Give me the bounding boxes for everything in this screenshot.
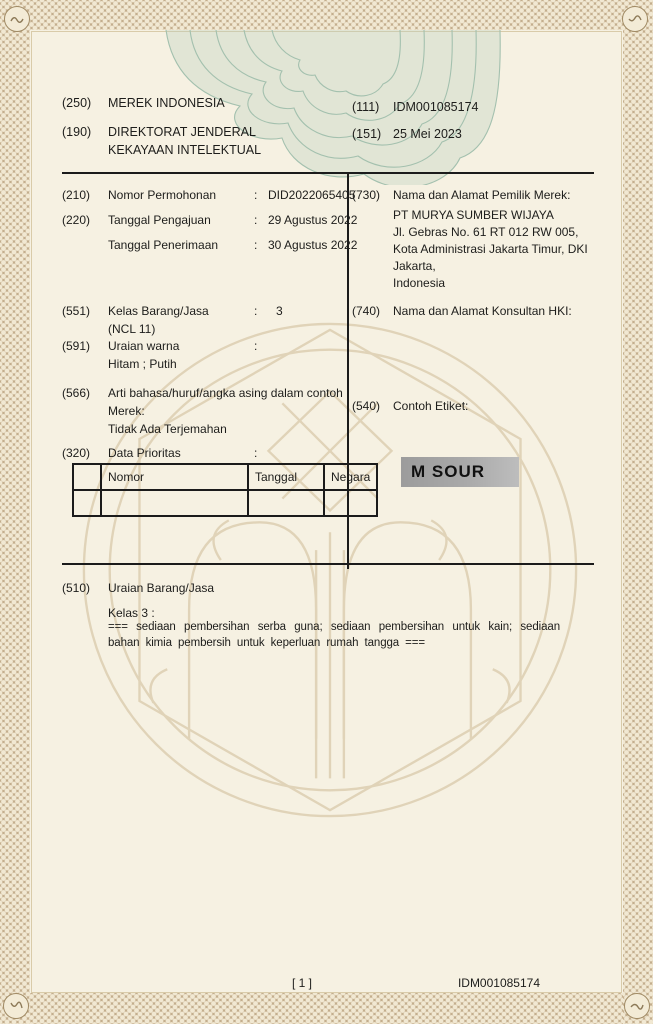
field-code: (250) <box>62 96 92 110</box>
field-540 <box>352 398 468 414</box>
field-separator: : <box>254 188 258 202</box>
field-190-line2: KEKAYAAN INTELEKTUAL <box>108 143 262 157</box>
field-label: Tanggal Penerimaan <box>108 238 219 252</box>
priority-table-header-row <box>73 464 377 490</box>
field-label: Nama dan Alamat Pemilik Merek: <box>393 188 571 202</box>
corner-medallion-top-left <box>4 6 30 32</box>
priority-table <box>72 463 378 517</box>
corner-medallion-top-right <box>622 6 648 32</box>
receipt-date: 30 Agustus 2022 <box>268 238 358 252</box>
corner-ornament-icon <box>629 1000 645 1012</box>
owner-address-line: Jl. Gebras No. 61 RT 012 RW 005, <box>393 225 579 239</box>
field-566-label-line2: Merek: <box>108 404 145 418</box>
filing-date: 29 Agustus 2022 <box>268 213 358 227</box>
owner-name-address <box>393 207 611 292</box>
field-111 <box>352 99 478 115</box>
registration-number: IDM001085174 <box>393 100 479 114</box>
field-label: Data Prioritas <box>108 446 181 460</box>
field-730 <box>352 187 611 203</box>
border-frame-top <box>0 0 653 30</box>
owner-address-line: Jakarta, <box>393 259 436 273</box>
border-frame-bottom <box>0 993 653 1024</box>
registration-date: 25 Mei 2023 <box>393 127 462 141</box>
field-label: Uraian Barang/Jasa <box>108 581 215 595</box>
color-description: Hitam ; Putih <box>108 357 177 371</box>
trademark-text: M SOUR <box>411 462 485 481</box>
field-label: Arti bahasa/huruf/angka asing dalam contoh <box>108 386 343 400</box>
field-label: Uraian warna <box>108 339 180 353</box>
field-code: (551) <box>62 304 91 318</box>
field-label: Kelas Barang/Jasa <box>108 304 209 318</box>
field-code: (540) <box>352 399 381 413</box>
application-number: DID2022065405 <box>268 188 356 202</box>
field-740 <box>352 303 611 319</box>
field-250 <box>62 95 225 111</box>
border-frame-left <box>0 0 30 1024</box>
owner-address-line: Indonesia <box>393 276 446 290</box>
field-151 <box>352 126 462 142</box>
field-220b <box>62 237 357 253</box>
owner-name: PT MURYA SUMBER WIJAYA <box>393 208 554 222</box>
priority-header-tanggal: Tanggal <box>248 464 324 490</box>
footer-registration-number: IDM001085174 <box>457 976 540 990</box>
corner-ornament-icon <box>9 13 25 25</box>
field-separator: : <box>254 304 258 318</box>
field-label: MEREK INDONESIA <box>108 96 225 110</box>
field-code: (190) <box>62 125 92 139</box>
field-220 <box>62 212 357 228</box>
class-heading: Kelas 3 : <box>108 606 155 620</box>
field-label: Nama dan Alamat Konsultan HKI: <box>393 304 572 318</box>
field-code: (210) <box>62 188 91 202</box>
corner-medallion-bottom-left <box>3 993 29 1019</box>
owner-address-line: Kota Administrasi Jakarta Timur, DKI <box>393 242 588 256</box>
field-code: (566) <box>62 386 91 400</box>
field-label: Nomor Permohonan <box>108 188 217 202</box>
field-code: (510) <box>62 581 91 595</box>
field-510 <box>62 580 214 596</box>
priority-header-blank <box>73 464 101 490</box>
divider-horizontal-bottom <box>62 563 594 565</box>
field-code <box>62 237 108 253</box>
page-number: [ 1 ] <box>291 976 312 990</box>
field-separator: : <box>254 213 258 227</box>
priority-cell <box>324 490 377 516</box>
ncl-version: (NCL 11) <box>108 322 156 336</box>
field-code: (730) <box>352 188 381 202</box>
divider-horizontal-top <box>62 172 594 174</box>
field-separator: : <box>254 339 258 353</box>
field-320 <box>62 445 268 461</box>
field-566 <box>62 385 354 401</box>
trademark-specimen <box>401 457 519 487</box>
corner-medallion-bottom-right <box>624 993 650 1019</box>
priority-cell <box>73 490 101 516</box>
translation-note: Tidak Ada Terjemahan <box>108 422 227 436</box>
field-210 <box>62 187 355 203</box>
priority-cell <box>248 490 324 516</box>
field-separator: : <box>254 238 258 252</box>
field-code: (740) <box>352 304 381 318</box>
corner-ornament-icon <box>627 13 643 25</box>
priority-table-data-row <box>73 490 377 516</box>
field-code: (111) <box>352 100 380 114</box>
field-label: Contoh Etiket: <box>393 399 469 413</box>
priority-header-nomor: Nomor <box>101 464 248 490</box>
field-190 <box>62 124 256 140</box>
field-code: (151) <box>352 127 382 141</box>
field-551 <box>62 303 283 319</box>
field-code: (591) <box>62 339 91 353</box>
corner-ornament-icon <box>8 1000 24 1012</box>
goods-description: === sediaan pembersihan serba guna; sediaan pembersihan untuk kain; sediaan bahan kimia pembersih untuk keperluan rumah tangga === <box>108 621 560 649</box>
class-number: 3 <box>276 304 283 318</box>
border-frame-right <box>623 0 653 1024</box>
field-code: (320) <box>62 446 91 460</box>
priority-cell <box>101 490 248 516</box>
field-label: Tanggal Pengajuan <box>108 213 211 227</box>
field-code: (220) <box>62 213 91 227</box>
field-label: DIREKTORAT JENDERAL <box>108 125 256 139</box>
field-591 <box>62 338 268 354</box>
field-separator: : <box>254 446 258 460</box>
priority-header-negara: Negara <box>324 464 377 490</box>
